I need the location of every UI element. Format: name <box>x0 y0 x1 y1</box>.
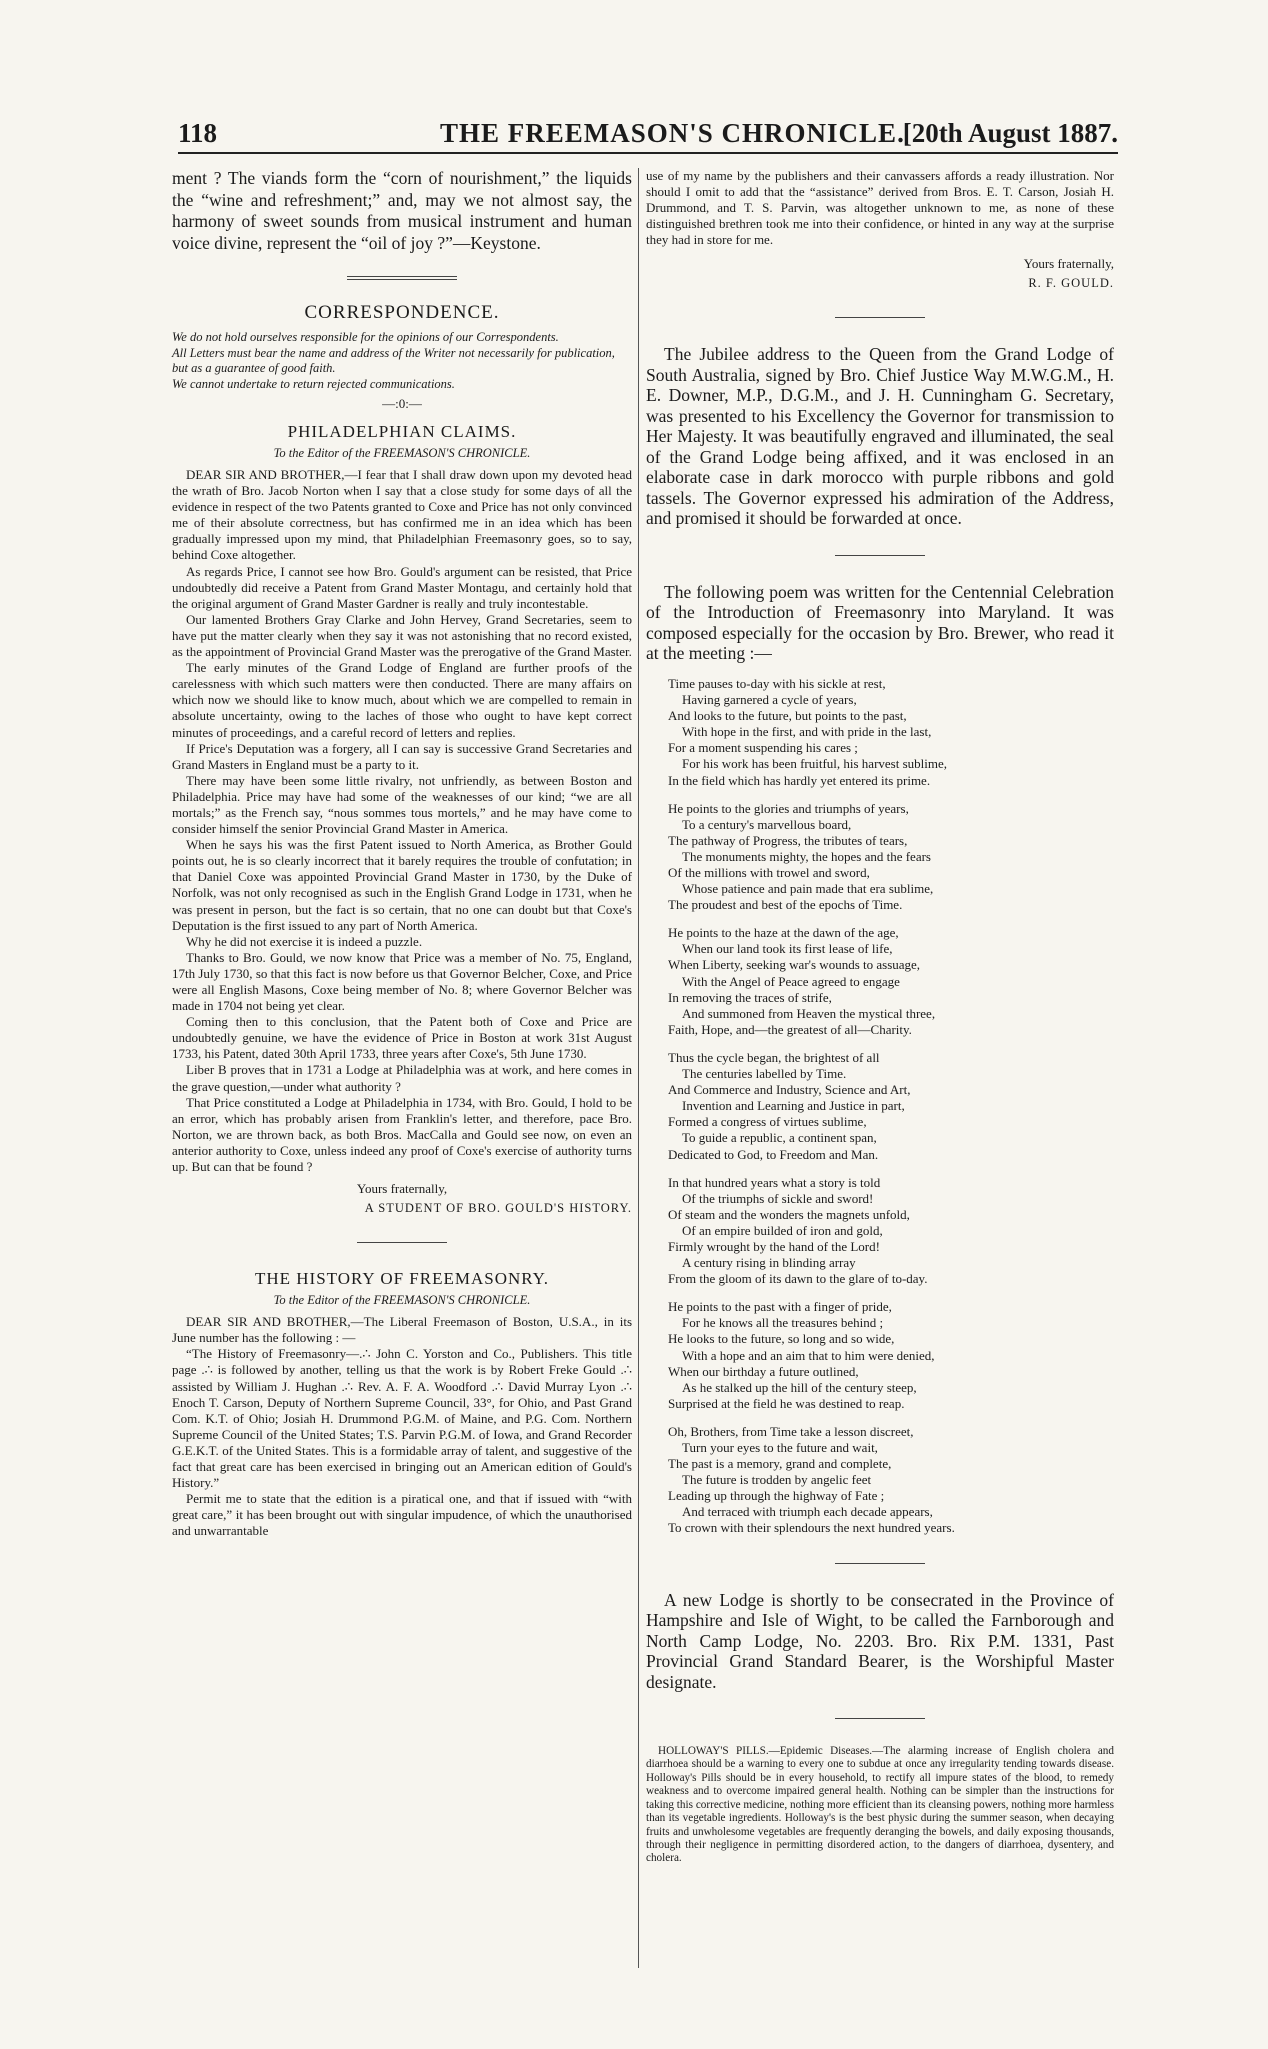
poem-line: With the Angel of Peace agreed to engage <box>682 973 900 989</box>
page-number: 118 <box>178 118 218 148</box>
poem-line: He points to the glories and triumphs of years, <box>668 800 909 816</box>
letter-paragraph: Our lamented Brothers Gray Clarke and John Hervey, Grand Secretaries, seem to have put the matter clearly when they say it was not astonishing that no record existed, as the appointment of Provincial Grand Master was the prerogative of the Grand Master. <box>172 611 632 660</box>
letter-paragraph: Why he did not exercise it is indeed a puzzle. <box>186 933 423 949</box>
poem-line: When Liberty, seeking war's wounds to assuage, <box>668 957 921 973</box>
letter-paragraph: Thanks to Bro. Gould, we now know that Price was a member of No. 75, England, 17th July 1730, so that this fact is now before us that Governor Belcher, Coxe, and Price were all English Masons, Coxe being member of No. 8; where Governor Belcher was made in 1704 not being yet clear. <box>172 949 632 1014</box>
poem-stanza <box>668 1424 1114 1537</box>
poem-line: From the gloom of its dawn to the glare of to-day. <box>668 1271 928 1287</box>
letter-paragraph: Permit me to state that the edition is a piratical one, and that if issued with “with great care,” it has been brought out with singular impudence, of which the unauthorised and unwarrantable <box>172 1491 632 1539</box>
letter-paragraph: The early minutes of the Grand Lodge of England are further proofs of the carelessness with which such matters were then conducted. There are many affairs on which now we should like to know much, about which we are compelled to remain in absolute uncertainty, owing to the laches of those who ought to have kept correct minutes of proceedings, and a careful record of letters and replies. <box>172 660 632 740</box>
left-column <box>172 168 632 1539</box>
poem-line: With hope in the first, and with pride in the last, <box>682 724 932 740</box>
letter-paragraph: There may have been some little rivalry, not unfriendly, as between Boston and Philadelphia. Price may have had some of the weaknesses of our kind; “we are all mortals;” as the French say, “nous sommes tous mortels,” and he may have come to consider himself the senior Provincial Grand Master in America. <box>172 772 632 837</box>
editorial-notice-2: All Letters must bear the name and address of the Writer not necessarily for publication, but as a guarantee of good faith. <box>172 345 615 375</box>
philadelphian-heading: PHILADELPHIAN CLAIMS. <box>287 422 517 441</box>
poem-introduction: The following poem was written for the Centennial Celebration of the Introduction of Freemasonry into Maryland. It was composed especially for the occasion by Bro. Brewer, who read it at the meeting :— <box>646 581 1114 664</box>
section-rule <box>357 1242 447 1243</box>
new-lodge-paragraph: A new Lodge is shortly to be consecrated in the Province of Hampshire and Isle of Wight, to be called the Farnborough and North Camp Lodge, No. 2203. Bro. Rix P.M. 1331, Past Provincial Grand Standard Bearer, is the Worshipful Master designate. <box>646 1589 1114 1692</box>
poem-line: The pathway of Progress, the tributes of tears, <box>668 832 908 848</box>
poem-line: Turn your eyes to the future and wait, <box>682 1440 878 1455</box>
poem-line: Invention and Learning and Justice in part, <box>682 1098 905 1114</box>
poem-line: Time pauses to-day with his sickle at rest, <box>668 675 886 691</box>
section-rule <box>835 1718 925 1719</box>
poem-line: Leading up through the highway of Fate ; <box>668 1488 885 1504</box>
section-rule <box>835 317 925 318</box>
poem-line: The centuries labelled by Time. <box>682 1066 847 1082</box>
to-editor-line: To the Editor of the FREEMASON'S CHRONICLE. <box>273 446 531 460</box>
centennial-poem <box>668 676 1114 1537</box>
poem-line: When our birthday a future outlined, <box>668 1363 859 1379</box>
masthead <box>178 118 1118 154</box>
divider-ornament: —:0:— <box>382 396 422 411</box>
poem-line: Of steam and the wonders the magnets unfold, <box>668 1206 910 1222</box>
poem-line: Surprised at the field he was destined to reap. <box>668 1395 905 1411</box>
keystone-quote: ment ? The viands form the “corn of nourishment,” the liquids the “wine and refreshment;” and, may we not almost say, the harmony of sweet sounds from musical instrument and human voice divine, represent the “oil of joy ?”—Keystone. <box>172 168 632 253</box>
poem-line: And summoned from Heaven the mystical three, <box>682 1005 936 1021</box>
editorial-notice-1: We do not hold ourselves responsible for the opinions of our Correspondents. <box>172 330 559 344</box>
poem-line: To a century's marvellous board, <box>682 816 852 832</box>
section-rule <box>347 276 457 280</box>
poem-line: And Commerce and Industry, Science and Art, <box>668 1082 911 1098</box>
issue-date: [20th August 1887. <box>902 118 1118 148</box>
poem-line: Of an empire builded of iron and gold, <box>682 1222 883 1238</box>
jubilee-address-paragraph: The Jubilee address to the Queen from the Grand Lodge of South Australia, signed by Bro. Chief Justice Way M.W.G.M., H. E. Downer, M.P., D.G.M., and J. H. Cunningham G. Secretary, was presented to his Excellency the Governor for transmission to Her Majesty. It was beautifully engraved and illuminated, the seal of the Grand Lodge being affixed, and it was enclosed in an elaborate case in dark morocco with purple ribbons and gold tassels. The Governor expressed his admiration of the Address, and promised it should be forwarded at once. <box>646 344 1114 529</box>
signoff-fraternally: Yours fraternally, <box>356 1181 448 1197</box>
publication-title: THE FREEMASON'S CHRONICLE. <box>440 118 905 148</box>
poem-line: Whose patience and pain made that era sublime, <box>682 881 934 897</box>
poem-line: For his work has been fruitful, his harvest sublime, <box>682 756 948 772</box>
poem-line: A century rising in blinding array <box>682 1255 856 1271</box>
poem-stanza <box>668 1175 1114 1288</box>
letter-paragraph: DEAR SIR AND BROTHER,—The Liberal Freemason of Boston, U.S.A., in its June number has the following : — <box>172 1314 632 1346</box>
to-editor-line: To the Editor of the FREEMASON'S CHRONICLE. <box>273 1293 531 1308</box>
letter-paragraph: As regards Price, I cannot see how Bro. Gould's argument can be resisted, that Price undoubtedly did receive a Patent from Grand Master Montagu, and certainly hold that the original argument of Grand Master Gardner is really and truly incontestable. <box>172 563 632 611</box>
poem-line: For a moment suspending his cares ; <box>668 740 858 756</box>
poem-line: Formed a congress of virtues sublime, <box>668 1114 867 1130</box>
section-rule <box>835 1563 925 1564</box>
poem-line: The monuments mighty, the hopes and the fears <box>682 848 931 864</box>
section-rule <box>835 555 925 556</box>
poem-line: Firmly wrought by the hand of the Lord! <box>668 1238 880 1254</box>
poem-line: To crown with their splendours the next hundred years. <box>668 1520 955 1536</box>
poem-line: With a hope and an aim that to him were denied, <box>682 1347 935 1363</box>
correspondence-heading: CORRESPONDENCE. <box>304 302 500 323</box>
right-column <box>646 168 1114 1866</box>
signoff-author: A STUDENT OF BRO. GOULD'S HISTORY. <box>364 1201 632 1216</box>
poem-stanza <box>668 925 1114 1038</box>
poem-line: Of the triumphs of sickle and sword! <box>682 1190 874 1206</box>
poem-line: He looks to the future, so long and so wide, <box>668 1331 895 1347</box>
poem-line: He points to the haze at the dawn of the age, <box>668 925 899 941</box>
poem-stanza <box>668 1050 1114 1163</box>
poem-line: When our land took its first lease of life, <box>682 941 893 957</box>
poem-line: The proudest and best of the epochs of Time. <box>668 897 903 913</box>
poem-line: He points to the past with a finger of pride, <box>668 1299 892 1315</box>
letter-paragraph: Coming then to this conclusion, that the Patent both of Coxe and Price are undoubtedly genuine, we have the evidence of Price in Boston at work 31st August 1733, his Patent, dated 30th April 1733, three years after Coxe's, 5th June 1730. <box>172 1014 632 1062</box>
letter-paragraph: That Price constituted a Lodge at Philadelphia in 1734, with Bro. Gould, I hold to be an error, which has probably arisen from Franklin's letter, and therefore, pace Bro. Norton, we are thrown back, as both Bros. MacCalla and Gould see now, on even an anterior authority to Coxe, unless indeed any proof of Coxe's exercise of authority turns up. But can that be found ? <box>172 1094 632 1175</box>
poem-line: For he knows all the treasures behind ; <box>682 1315 884 1331</box>
column-divider <box>638 168 639 1968</box>
editorial-notice-3: We cannot undertake to return rejected communications. <box>172 376 455 391</box>
signoff-fraternally: Yours fraternally, <box>1023 256 1114 272</box>
poem-stanza <box>668 1299 1114 1412</box>
letter-paragraph: If Price's Deputation was a forgery, all I can say is successive Grand Secretaries and Grand Masters in England must be a party to it. <box>172 740 632 772</box>
signoff-author: R. F. GOULD. <box>1028 276 1114 291</box>
poem-line: To guide a republic, a continent span, <box>682 1130 877 1146</box>
letter-paragraph: “The History of Freemasonry—.∴ John C. Yorston and Co., Publishers. This title page .∴ is followed by another, telling us that the work is by Robert Freke Gould .∴ assisted by William J. Hughan .∴ Rev. A. F. A. Woodford .∴ David Murray Lyon .∴ Enoch T. Carson, Deputy of Northern Supreme Council, 33°, for Ohio, and Past Grand Com. K.T. of Ohio; Josiah H. Drummond P.G.M. of Maine, and P.G. Com. Northern Supreme Council of the United States; T.S. Parvin P.G.M. of Iowa, and Grand Recorder G.E.K.T. of the United States. This is a formidable array of talent, and suggestive of the fact that great care has been exercised in bringing out an American edition of Gould's History.” <box>172 1346 632 1491</box>
holloway-advertisement: HOLLOWAY'S PILLS.—Epidemic Diseases.—The alarming increase of English cholera and diarrhoea should be a warning to every one to subdue at once any irregularity tending towards disease. Holloway's Pills should be in every household, to rectify all impure states of the blood, to remedy weakness and to overcome impaired general health. Nothing can be simpler than the instructions for taking this corrective medicine, nothing more efficient than its cleansing powers, nothing more harmless than its vegetable ingredients. Holloway's is the best physic during the summer season, when decaying fruits and unwholesome vegetables are frequently deranging the bowels, and daily exposing thousands, through their negligence in permitting disordered action, to the dangers of diarrhoea, dysentery, and cholera. <box>646 1745 1114 1865</box>
poem-line: As he stalked up the hill of the century steep, <box>682 1379 917 1395</box>
poem-line: In that hundred years what a story is told <box>668 1174 881 1190</box>
poem-stanza <box>668 676 1114 789</box>
poem-line: Faith, Hope, and—the greatest of all—Charity. <box>668 1021 912 1037</box>
poem-line: And looks to the future, but points to the past, <box>668 708 907 724</box>
poem-line: Of the millions with trowel and sword, <box>668 865 870 880</box>
poem-line: And terraced with triumph each decade appears, <box>682 1504 933 1520</box>
poem-line: Having garnered a cycle of years, <box>682 692 857 708</box>
poem-line: In removing the traces of strife, <box>668 989 832 1005</box>
history-heading: THE HISTORY OF FREEMASONRY. <box>254 1269 550 1289</box>
poem-line: Oh, Brothers, from Time take a lesson discreet, <box>668 1423 914 1439</box>
poem-line: Dedicated to God, to Freedom and Man. <box>668 1146 879 1162</box>
poem-line: In the field which has hardly yet entered its prime. <box>668 772 931 788</box>
letter-paragraph: DEAR SIR AND BROTHER,—I fear that I shall draw down upon my devoted head the wrath of Bro. Jacob Norton when I say that a close study for some days of all the evidence in respect of the two Patents granted to Coxe and Price has not only convinced me of their absolute correctness, but has confirmed me in an idea which has been gradually impressed upon my mind, that Philadelphian Freemasonry goes, so to say, behind Coxe altogether. <box>172 467 632 563</box>
poem-line: The past is a memory, grand and complete, <box>668 1456 892 1472</box>
poem-stanza <box>668 801 1114 914</box>
letter-paragraph: When he says his was the first Patent issued to North America, as Brother Gould points out, he is so clearly incorrect that it barely requires the trouble of confutation; in that Daniel Coxe was appointed Provincial Grand Master in 1730, by the Duke of Norfolk, was not only recognised as such in the English Grand Lodge in 1731, when he was present in person, but the fact is so certain, that no one can doubt but that Coxe's Deputation is the first issued to any part of North America. <box>172 837 632 933</box>
letter-continuation: use of my name by the publishers and their canvassers affords a ready illustration. Nor should I omit to add that the “assistance” derived from Bros. E. T. Carson, Josiah H. Drummond, and T. S. Parvin, was altogether unknown to me, as none of these distinguished brethren took me into their confidence, or hinted in any way at the surprise they had in store for me. <box>646 168 1114 248</box>
letter-paragraph: Liber B proves that in 1731 a Lodge at Philadelphia was at work, and here comes in the grave question,—under what authority ? <box>172 1062 632 1094</box>
poem-line: Thus the cycle began, the brightest of all <box>668 1049 880 1065</box>
poem-line: The future is trodden by angelic feet <box>682 1472 872 1488</box>
